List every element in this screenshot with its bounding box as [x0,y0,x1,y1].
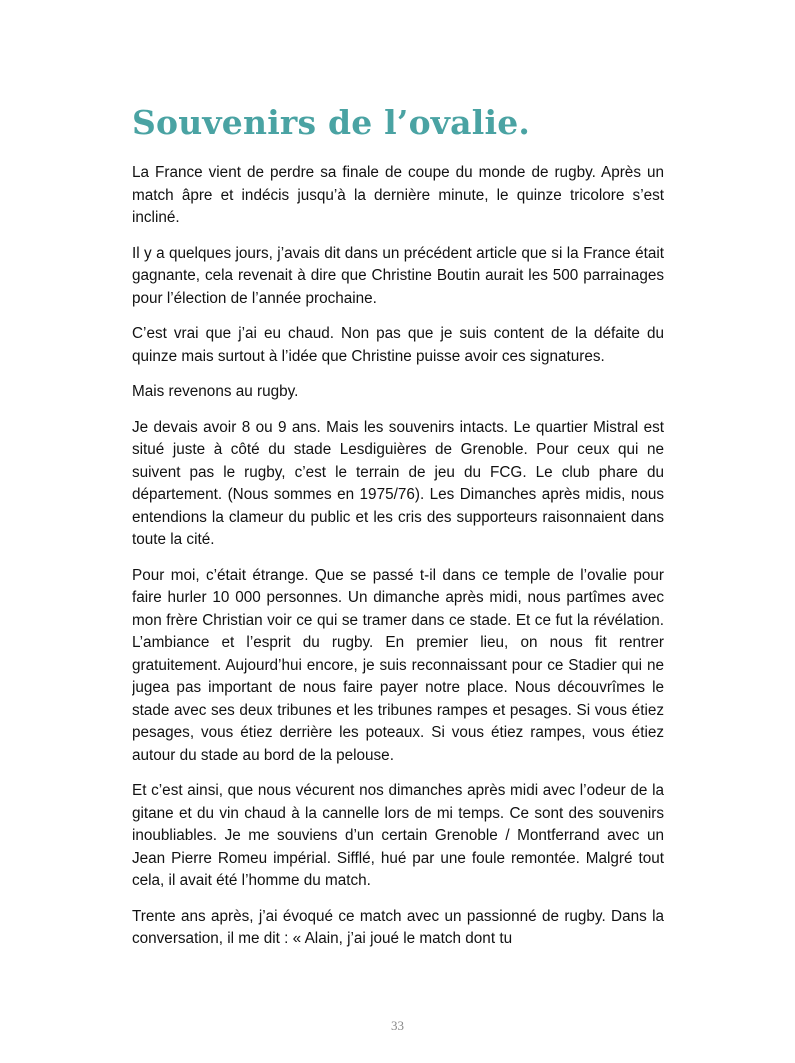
article-body [132,162,664,992]
paragraph: C’est vrai que j’ai eu chaud. Non pas que je suis content de la défaite du quinze mais surtout à l’idée que Christine puisse avoir ces signatures. [132,325,664,365]
paragraph: Trente ans après, j’ai évoqué ce match avec un passionné de rugby. Dans la conversation, il me dit : « Alain, j’ai joué le match dont tu [132,907,664,947]
page-title: Souvenirs de l’ovalie. [132,103,531,142]
paragraph: Pour moi, c’était étrange. Que se passé t-il dans ce temple de l’ovalie pour faire hurler 10 000 personnes. Un dimanche après midi, nous partîmes avec mon frère Christian voir ce qui se tramer dans ce stade. Et ce fut la révélation. L’ambiance et l’esprit du rugby. En premier lieu, on nous fit rentrer gratuitement. Aujourd’hui encore, je suis reconnaissant pour ce Stadier qui ne jugea pas important de nous faire payer notre place. Nous découvrîmes le stade avec ses deux tribunes et les tribunes rampes et pesages. Si vous étiez pesages, vous étiez derrière les poteaux. Si vous étiez rampes, vous étiez autour du stade au bord de la pelouse. [132,566,664,764]
paragraph: Et c’est ainsi, que nous vécurent nos dimanches après midi avec l’odeur de la gitane et du vin chaud à la cannelle lors de mi temps. Ce sont des souvenirs inoubliables. Je me souviens d’un certain Grenoble / Montferrand avec un Jean Pierre Romeu impérial. Sifflé, hué par une foule remontée. Malgré tout cela, il avait été l’homme du match. [132,782,664,889]
paragraph: Il y a quelques jours, j’avais dit dans un précédent article que si la France était gagnante, cela revenait à dire que Christine Boutin aurait les 500 parrainages pour l’élection de l’année prochaine. [132,244,664,307]
paragraph: Mais revenons au rugby. [132,383,299,400]
paragraph: Je devais avoir 8 ou 9 ans. Mais les souvenirs intacts. Le quartier Mistral est situé juste à côté du stade Lesdiguières de Grenoble. Pour ceux qui ne suivent pas le rugby, c’est le terrain de jeu du FCG. Le club phare du département. (Nous sommes en 1975/76). Les Dimanches après midis, nous entendions la clameur du public et les cris des supporteurs raisonnaient dans toute la cité. [132,418,664,548]
page-number: 33 [391,1018,404,1033]
paragraph: La France vient de perdre sa finale de coupe du monde de rugby. Après un match âpre et indécis jusqu’à la dernière minute, le quinze tricolore s’est incliné. [132,164,664,226]
